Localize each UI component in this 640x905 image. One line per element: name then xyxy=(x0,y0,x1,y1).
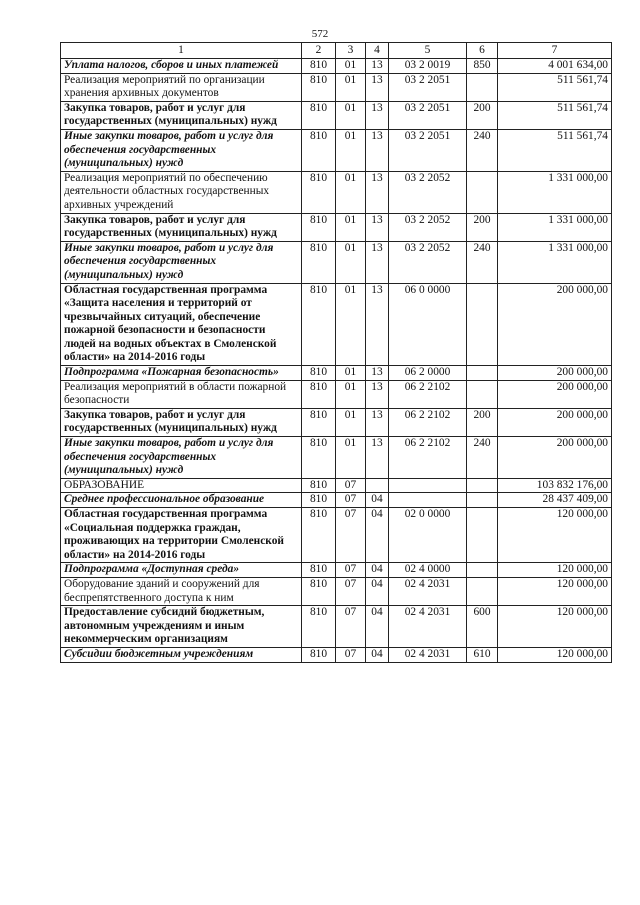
row-col-3: 07 xyxy=(336,577,366,605)
row-col-4: 13 xyxy=(366,59,389,74)
table-row xyxy=(61,366,612,381)
row-col-3: 01 xyxy=(336,101,366,129)
row-col-5: 06 2 0000 xyxy=(389,366,467,381)
row-col-3: 07 xyxy=(336,508,366,563)
row-col-3: 07 xyxy=(336,606,366,648)
table-row xyxy=(61,647,612,662)
row-col-5: 02 4 0000 xyxy=(389,563,467,578)
row-col-2: 810 xyxy=(302,606,336,648)
row-name: Предоставление субсидий бюджетным, автономным учреждениям и иным некоммерческим организациям xyxy=(61,606,302,648)
row-col-4: 13 xyxy=(366,283,389,366)
row-col-2: 810 xyxy=(302,59,336,74)
row-name: Реализация мероприятий в области пожарной безопасности xyxy=(61,380,302,408)
row-col-5: 03 2 0019 xyxy=(389,59,467,74)
row-col-5: 06 0 0000 xyxy=(389,283,467,366)
row-col-6: 240 xyxy=(467,129,498,171)
row-col-4 xyxy=(366,478,389,493)
row-name: Реализация мероприятий по обеспечению деятельности областных государственных архивных учреждений xyxy=(61,171,302,213)
table-row xyxy=(61,563,612,578)
table-row xyxy=(61,606,612,648)
row-col-5: 02 4 2031 xyxy=(389,647,467,662)
row-name: Иные закупки товаров, работ и услуг для обеспечения государственных (муниципальных) нужд xyxy=(61,129,302,171)
row-col-4: 13 xyxy=(366,408,389,436)
row-col-6: 600 xyxy=(467,606,498,648)
row-col-3: 01 xyxy=(336,129,366,171)
table-row xyxy=(61,478,612,493)
row-col-6 xyxy=(467,283,498,366)
row-col-3: 01 xyxy=(336,283,366,366)
row-col-3: 07 xyxy=(336,478,366,493)
row-amount: 120 000,00 xyxy=(498,606,612,648)
row-name: ОБРАЗОВАНИЕ xyxy=(61,478,302,493)
row-name: Областная государственная программа «Социальная поддержка граждан, проживающих на территории Смоленской области» на 2014-2016 годы xyxy=(61,508,302,563)
header-row xyxy=(61,43,612,59)
row-col-2: 810 xyxy=(302,171,336,213)
row-amount: 120 000,00 xyxy=(498,508,612,563)
row-col-3: 01 xyxy=(336,213,366,241)
header-col-2: 2 xyxy=(302,43,336,59)
row-col-6: 200 xyxy=(467,408,498,436)
row-col-4: 13 xyxy=(366,101,389,129)
row-col-6: 240 xyxy=(467,241,498,283)
row-name: Субсидии бюджетным учреждениям xyxy=(61,647,302,662)
row-col-2: 810 xyxy=(302,508,336,563)
row-col-6 xyxy=(467,478,498,493)
table-row xyxy=(61,493,612,508)
budget-table xyxy=(60,42,612,663)
row-col-5: 03 2 2052 xyxy=(389,171,467,213)
row-col-4: 13 xyxy=(366,437,389,479)
row-col-6 xyxy=(467,171,498,213)
row-col-3: 07 xyxy=(336,647,366,662)
table-row xyxy=(61,241,612,283)
row-col-4: 13 xyxy=(366,171,389,213)
row-col-3: 01 xyxy=(336,59,366,74)
row-col-5: 02 4 2031 xyxy=(389,577,467,605)
row-name: Закупка товаров, работ и услуг для государственных (муниципальных) нужд xyxy=(61,101,302,129)
row-col-6: 240 xyxy=(467,437,498,479)
row-amount: 120 000,00 xyxy=(498,577,612,605)
header-col-5: 5 xyxy=(389,43,467,59)
row-name: Закупка товаров, работ и услуг для государственных (муниципальных) нужд xyxy=(61,213,302,241)
row-col-6 xyxy=(467,563,498,578)
row-col-4: 04 xyxy=(366,647,389,662)
row-col-3: 01 xyxy=(336,171,366,213)
row-col-2: 810 xyxy=(302,563,336,578)
header-col-4: 4 xyxy=(366,43,389,59)
row-col-4: 13 xyxy=(366,73,389,101)
row-col-4: 04 xyxy=(366,493,389,508)
row-name: Уплата налогов, сборов и иных платежей xyxy=(61,59,302,74)
row-amount: 28 437 409,00 xyxy=(498,493,612,508)
row-amount: 1 331 000,00 xyxy=(498,241,612,283)
row-col-5: 03 2 2052 xyxy=(389,213,467,241)
table-row xyxy=(61,380,612,408)
row-col-4: 04 xyxy=(366,577,389,605)
row-col-4: 04 xyxy=(366,606,389,648)
row-col-6 xyxy=(467,577,498,605)
row-col-6 xyxy=(467,493,498,508)
row-col-6: 610 xyxy=(467,647,498,662)
row-col-2: 810 xyxy=(302,577,336,605)
row-col-5: 03 2 2051 xyxy=(389,73,467,101)
row-col-5: 02 4 2031 xyxy=(389,606,467,648)
row-col-2: 810 xyxy=(302,366,336,381)
row-col-4: 13 xyxy=(366,241,389,283)
row-col-2: 810 xyxy=(302,73,336,101)
row-amount: 1 331 000,00 xyxy=(498,213,612,241)
header-col-6: 6 xyxy=(467,43,498,59)
row-amount: 200 000,00 xyxy=(498,437,612,479)
row-col-5 xyxy=(389,478,467,493)
row-col-6: 850 xyxy=(467,59,498,74)
row-amount: 4 001 634,00 xyxy=(498,59,612,74)
row-col-5: 03 2 2051 xyxy=(389,129,467,171)
table-row xyxy=(61,59,612,74)
row-name: Закупка товаров, работ и услуг для государственных (муниципальных) нужд xyxy=(61,408,302,436)
page-number: 572 xyxy=(311,28,329,40)
row-name: Подпрограмма «Пожарная безопасность» xyxy=(61,366,302,381)
row-col-2: 810 xyxy=(302,380,336,408)
table-row xyxy=(61,508,612,563)
table-row xyxy=(61,408,612,436)
row-name: Реализация мероприятий по организации хранения архивных документов xyxy=(61,73,302,101)
row-col-5: 02 0 0000 xyxy=(389,508,467,563)
table-body xyxy=(61,59,612,663)
row-amount: 511 561,74 xyxy=(498,129,612,171)
row-col-4: 13 xyxy=(366,213,389,241)
header-col-7: 7 xyxy=(498,43,612,59)
table-row xyxy=(61,73,612,101)
row-amount: 120 000,00 xyxy=(498,647,612,662)
row-col-2: 810 xyxy=(302,241,336,283)
row-col-6 xyxy=(467,508,498,563)
table-row xyxy=(61,101,612,129)
row-amount: 120 000,00 xyxy=(498,563,612,578)
row-col-4: 13 xyxy=(366,380,389,408)
header-col-3: 3 xyxy=(336,43,366,59)
row-col-3: 01 xyxy=(336,73,366,101)
row-col-5: 06 2 2102 xyxy=(389,380,467,408)
row-amount: 200 000,00 xyxy=(498,408,612,436)
row-col-6: 200 xyxy=(467,213,498,241)
row-col-3: 07 xyxy=(336,493,366,508)
table-row xyxy=(61,129,612,171)
row-col-6 xyxy=(467,366,498,381)
table-row xyxy=(61,213,612,241)
row-col-2: 810 xyxy=(302,213,336,241)
row-col-3: 01 xyxy=(336,408,366,436)
row-amount: 1 331 000,00 xyxy=(498,171,612,213)
row-col-4: 13 xyxy=(366,366,389,381)
row-col-2: 810 xyxy=(302,478,336,493)
row-amount: 200 000,00 xyxy=(498,366,612,381)
row-col-5: 03 2 2051 xyxy=(389,101,467,129)
row-col-5: 03 2 2052 xyxy=(389,241,467,283)
row-col-2: 810 xyxy=(302,493,336,508)
row-col-3: 01 xyxy=(336,366,366,381)
row-name: Иные закупки товаров, работ и услуг для обеспечения государственных (муниципальных) нужд xyxy=(61,241,302,283)
row-col-3: 01 xyxy=(336,241,366,283)
row-col-2: 810 xyxy=(302,647,336,662)
row-amount: 200 000,00 xyxy=(498,380,612,408)
row-col-5: 06 2 2102 xyxy=(389,437,467,479)
row-name: Среднее профессиональное образование xyxy=(61,493,302,508)
row-col-3: 01 xyxy=(336,380,366,408)
table-row xyxy=(61,437,612,479)
row-col-3: 07 xyxy=(336,563,366,578)
row-col-2: 810 xyxy=(302,437,336,479)
row-name: Подпрограмма «Доступная среда» xyxy=(61,563,302,578)
row-amount: 511 561,74 xyxy=(498,73,612,101)
row-col-3: 01 xyxy=(336,437,366,479)
row-amount: 200 000,00 xyxy=(498,283,612,366)
row-name: Иные закупки товаров, работ и услуг для обеспечения государственных (муниципальных) нужд xyxy=(61,437,302,479)
header-col-1: 1 xyxy=(61,43,302,59)
table-row xyxy=(61,577,612,605)
row-col-4: 13 xyxy=(366,129,389,171)
row-name: Областная государственная программа «Защита населения и территорий от чрезвычайных ситуаций, обеспечение пожарной безопасности и безопасности людей на водных объектах в Смоленской области» на 2014-2016 годы xyxy=(61,283,302,366)
row-col-6: 200 xyxy=(467,101,498,129)
row-col-5: 06 2 2102 xyxy=(389,408,467,436)
row-col-6 xyxy=(467,380,498,408)
row-col-2: 810 xyxy=(302,408,336,436)
row-col-2: 810 xyxy=(302,101,336,129)
row-col-2: 810 xyxy=(302,129,336,171)
row-name: Оборудование зданий и сооружений для беспрепятственного доступа к ним xyxy=(61,577,302,605)
row-col-6 xyxy=(467,73,498,101)
row-col-4: 04 xyxy=(366,563,389,578)
row-col-2: 810 xyxy=(302,283,336,366)
table-row xyxy=(61,283,612,366)
row-col-4: 04 xyxy=(366,508,389,563)
row-amount: 103 832 176,00 xyxy=(498,478,612,493)
row-col-5 xyxy=(389,493,467,508)
table-row xyxy=(61,171,612,213)
row-amount: 511 561,74 xyxy=(498,101,612,129)
